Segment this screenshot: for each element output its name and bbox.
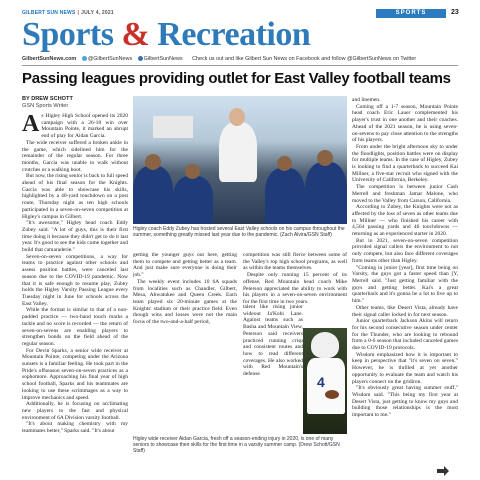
photo-wide-receiver [303,328,347,434]
article-headline: Passing leagues providing outlet for East Valley football teams [22,70,451,87]
masthead-part2: Recreation [149,16,311,53]
photo-player [133,166,173,224]
page-number: 23 [451,9,459,16]
photo-caption-1: Higley coach Eddy Zubey has hosted several East Valley schools on his campus throughout the summer, something greatly missed last year due to the pandemic. (Zach Alvira/GSN Staff) [133,226,345,238]
paragraph: competition was still fierce between some of the Valley's top high school programs, as well as within the teams themselves. [243,252,347,272]
photo-jersey [307,358,345,414]
paragraph: The wide receiver suffered a broken ankle in the game, which sidelined him for the remainder of the regular season. For three months, Garcia was unable to walk without crutches or a walking boot. [22,139,128,173]
article-column-4 [352,97,458,471]
photo-player-head [277,156,292,171]
article-column-1 [22,113,128,473]
photo-jersey-number: 4 [317,374,325,390]
photo-player [173,176,213,224]
site-link[interactable]: GilbertSunNews.com [22,56,77,62]
separator: | [77,10,80,16]
photo-football [325,390,339,399]
photo-player-head [145,154,161,170]
facebook-icon [138,56,143,61]
paragraph: Despite only running 15 percent of its offense, Red Mountain head coach Mike Peterson appreciated the ability to work with his players in a seven-on-seven environment for the first time in two years. [243,272,347,304]
social-cta: Check us out and like Gilbert Sun News on Facebook and follow @GilbertSunNews on Twitter [192,56,417,62]
photo-helmet [311,332,339,358]
photo-coach-head [229,108,245,126]
article-column-3 [243,252,347,304]
paper-name: GILBERT SUN NEWS [22,10,76,16]
photo-player [265,168,305,224]
twitter-handle-2[interactable]: GilbertSunNews [143,56,183,62]
paragraph: For Devin Sparks, a senior wide receiver at Mountain Pointe, competing under the Arizona sunsets is a familiar feeling. He took part in the Pride's offseason seven-on-seven practices as a sophomore. Approaching his final year of high school football, Sparks and his teammates are looking to use these scrimmages as a way to improve mechanics and speed. [22,347,128,401]
byline: BY DREW SCHOTT [22,96,73,102]
photo-player-head [185,164,200,179]
photo-player-head [317,150,333,166]
social-strip [22,56,458,62]
paragraph: Coming off a 1-7 season, Mountain Pointe head coach Eric Lauer complemented his player's trust in one another and their coaches. Ahead of the 2021 season, he is using seven-on-sevens to pay close attention to the strengths of his players. [352,103,458,144]
paragraph: Junior quarterback Jackson Akins will return for his second consecutive season under center for the Thunder, who are looking to rebound from a 0-6 season that included canceled games due to COVID-19 protocols. [352,318,458,352]
section-label: SPORTS [376,9,446,18]
paragraph: From under the bright afternoon sky to under the floodlights, position battles were on display for multiple teams. In the case of Higley, Zubey is looking to find a quarterback to succeed Kai Millner, a five-star recruit who signed with the University of California, Berkeley. [352,143,458,184]
paragraph: "It's obviously great having summer stuff," Wisdom said. "This being my first year at Desert Vista, just getting to know my guys and building those relationships is the most important to me." [352,385,458,419]
article-column-2 [133,252,237,380]
paragraph: Additionally, he is focusing on acclimating new players to the fast and physical environment of 6A Division varsity football. [22,401,128,421]
masthead-part1: Sports [22,16,122,53]
paragraph: While the format is similar to that of a non-padded practice — two-hand touch marks a tackle and no score is recorded — the return of seven-on-sevens are enabling players to strengthen bonds on the field ahead of the regular season. [22,307,128,347]
arrow-right-icon [437,466,449,476]
paragraph: The competition is between junior Cash Merrell and freshman Jamar Malone, who moved to the Valley from Carson, California. [352,184,458,204]
paragraph: "It's awesome," Higley head coach Eddy Zubey said. "A lot of guys, this is their first time doing it because they didn't get to do it last year. It's good to see the kids come together and build that camaraderie." [22,220,128,254]
paragraph: But now, the rising senior is back to full speed ahead of his final season for the Knights. Garcia was able to showcase his skills, highlighted by a 40-yard touchdown on a post route, Thursday night as ten high schools participated in a seven-on-seven competition at Higley's campus in Gilbert. [22,173,128,220]
photo-coach [219,122,257,182]
photo-player [305,162,347,224]
twitter-handle-1[interactable]: @GilbertSunNews [87,56,133,62]
paragraph: "It's about making chemistry with my teammates better," Sparks said. "It's about [22,421,128,435]
photo-caption-2: Higley wide receiver Aidan Garcia, fresh off a season-ending injury in 2020, is one of many seniors to showcase their skills for the first time in a varsity summer camp. (Drew Schott/GSN Staff) [133,436,340,454]
paragraph: But in 2021, seven-on-seven competition provided signal callers the environment to not only compete, but also face different coverages from teams other than Higley. [352,237,458,264]
masthead-amp: & [121,16,150,53]
paragraph: The weekly event includes 10 6A squads from localities such as Chandler, Gilbert, Mesa, Ahwatukee and Queen Creek. Each team played six 20-minute games at the Knights' stadium or their practice field. Even though wins and losses were not the main focus of the two-and-a-half period, [133,278,237,326]
drop-cap: A [22,113,40,137]
paragraph: talent like rising junior wideout Ja'Kobi Lane. Against teams such as Basha and Mountain View, Peterson said receivers practiced running crisp and consistent routes and how to read different coverages. He also worked with Red Mountain's defense [243,304,303,378]
section-masthead [22,16,310,54]
paragraph: Seven-on-seven competitions, a way for teams to practice against other schools and assess position battles, were canceled last season due to the COVID-19 pandemic. Now that it is safe enough to resume play, Zubey holds the Higley Varsity Passing League every Tuesday night in June for schools across the East Valley. [22,253,128,307]
paragraph: According to Zubey, the Knights were not as affected by the loss of seven as other teams due to Millner — who finished his career with 4,564 passing yards and 46 touchdowns — returning as an experienced starter in 2020. [352,204,458,238]
twitter-icon [82,56,87,61]
issue-date: JULY 4, 2021 [81,10,114,16]
byline-staff: GSN Sports Writer [22,103,69,109]
article-column-3-continued [243,304,303,452]
photo-coach-and-players [133,96,347,224]
paragraph: Wisdom emphasized how it is important to keep in perspective that "it's seven on seven." However, he is thrilled at yet another opportunity to evaluate the team and watch his players connect on the gridiron. [352,351,458,385]
paragraph: As Higley High School opened its 2020 campaign with a 26-18 win over Mountain Pointe, it marked an abrupt end of play for Aidan Garcia. [22,113,128,140]
paragraph: Other teams, like Desert Vista, already have their signal caller locked in for next season. [352,304,458,318]
paragraph: "Coming in junior [year], first time being on Varsity, the guys got a faster speed than [Y, Merrell said. "Just getting familiar with the guys and getting better. Kai's a great quarterback and it's gonna be a lot to live up to him." [352,264,458,305]
paragraph: getting the younger guys out here, getting them to compete and getting better as a team. And just make sure everyone is doing their job." [133,252,237,279]
divider [22,65,458,66]
photo-sign [153,116,193,138]
paragraph: and linemen. [352,97,381,103]
